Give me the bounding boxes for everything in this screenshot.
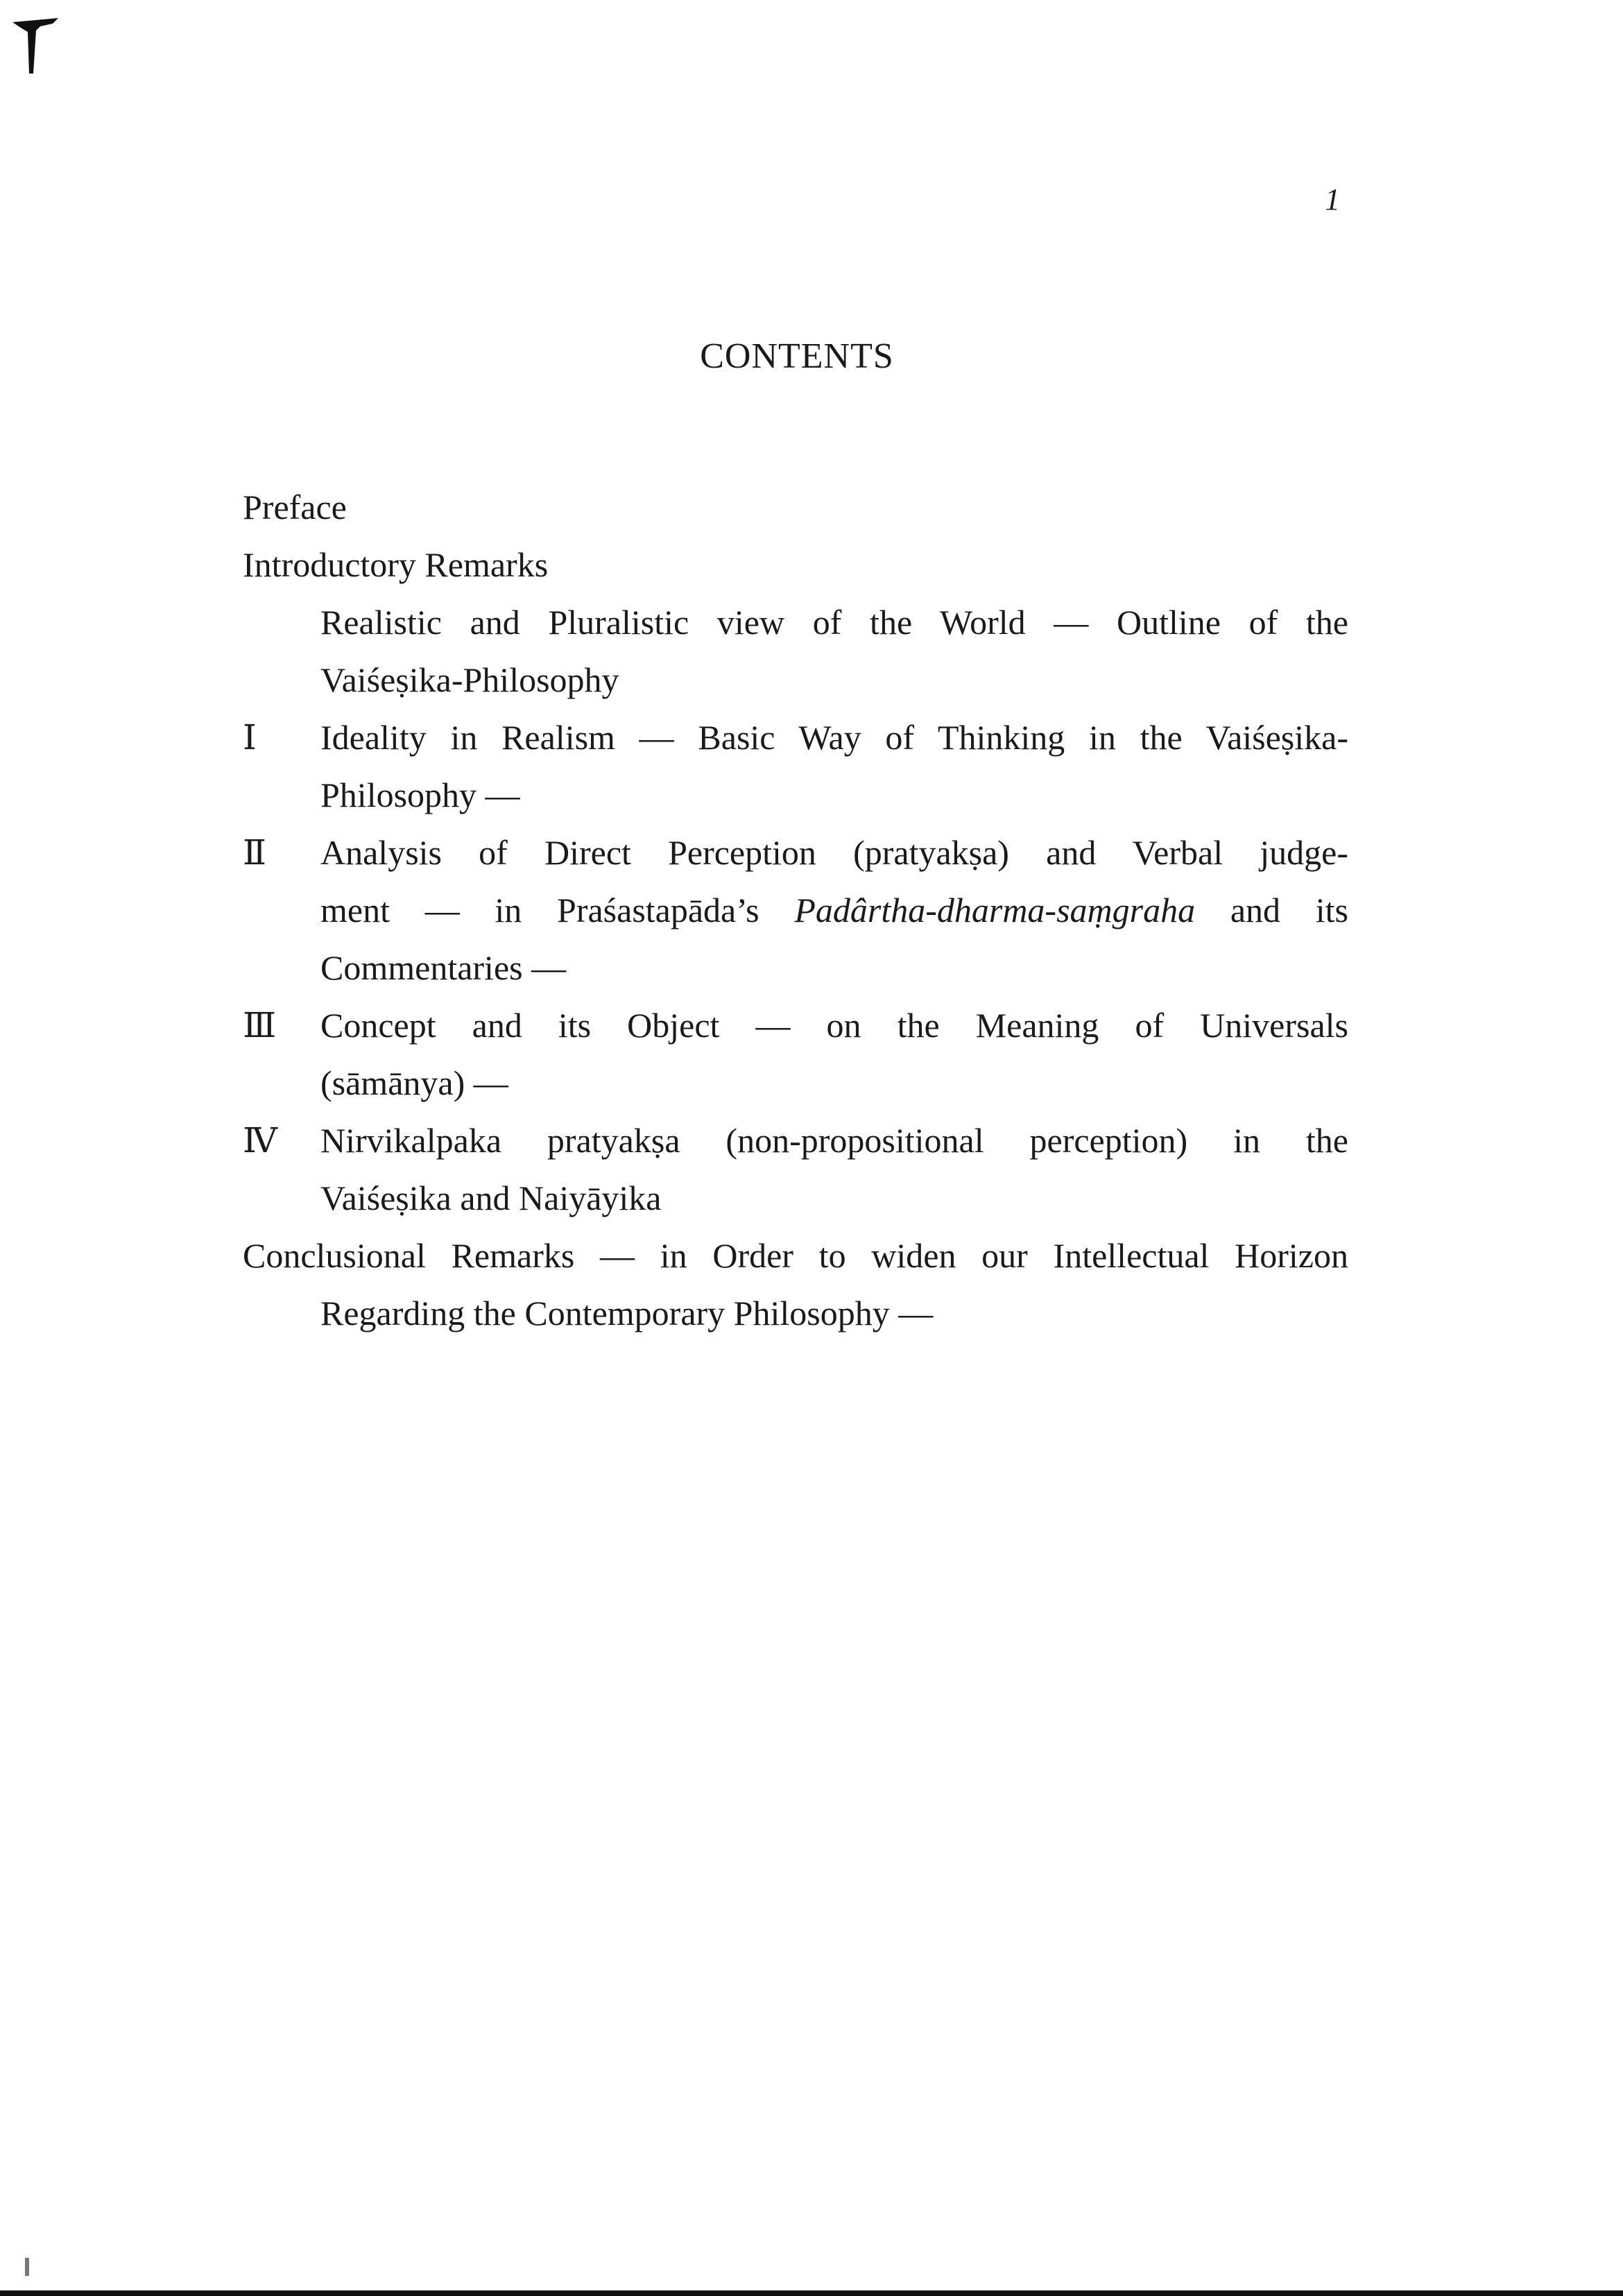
chapter-numeral: Ⅳ xyxy=(243,1121,277,1160)
toc-entry-continuation: Regarding the Contemporary Philosophy — xyxy=(320,1294,934,1333)
toc-entry-continuation: (sāmānya) — xyxy=(320,1063,508,1102)
scan-speck xyxy=(25,2258,29,2276)
toc-entry-continuation: Philosophy — xyxy=(320,776,520,814)
page-number: 1 xyxy=(1325,182,1340,216)
toc-subentry-line: Realistic and Pluralistic view of the World — Outline of the xyxy=(320,603,1348,642)
toc-entry-preface xyxy=(243,479,1348,536)
book-title: Padârtha-dharma-saṃgraha xyxy=(794,891,1196,929)
toc-subentry-line: Vaiśeṣika-Philosophy xyxy=(320,660,619,699)
toc-entry-label: Concept and its Object — on the Meaning of Universals xyxy=(320,1006,1348,1045)
toc-entry-chapter-2 xyxy=(243,824,1348,882)
page-title: CONTENTS xyxy=(700,336,894,376)
toc-entry-continuation: Commentaries — xyxy=(320,948,567,987)
chapter-numeral: Ⅲ xyxy=(243,1006,277,1045)
toc-entry-continuation: Vaiśeṣika and Naiyāyika xyxy=(320,1179,662,1217)
toc-entry-label: Preface xyxy=(243,488,347,526)
table-of-contents xyxy=(243,479,1348,1342)
chapter-numeral: Ⅱ xyxy=(243,833,266,872)
toc-entry-chapter-1 xyxy=(243,709,1348,766)
toc-entry-label: Introductory Remarks xyxy=(243,545,549,584)
toc-entry-label: Analysis of Direct Perception (pratyakṣa) and Verbal judge- xyxy=(320,833,1348,872)
toc-entry-conclusional-remarks: Conclusional Remarks — in Order to widen our Intellectual Horizon xyxy=(243,1236,1348,1275)
toc-text: and its xyxy=(1195,891,1348,929)
toc-entry-continuation xyxy=(243,882,1348,939)
toc-entry-label: Ideality in Realism — Basic Way of Thinking in the Vaiśeṣika- xyxy=(320,718,1348,757)
toc-entry-chapter-4 xyxy=(243,1112,1348,1170)
toc-entry-chapter-3 xyxy=(243,997,1348,1054)
toc-entry-introductory-remarks xyxy=(243,536,1348,594)
chapter-numeral: Ⅰ xyxy=(243,718,257,757)
toc-entry-label: Nirvikalpaka pratyakṣa (non-propositional perception) in the xyxy=(320,1121,1348,1160)
toc-text: ment — in Praśastapāda’s xyxy=(320,891,795,929)
scan-corner-mark xyxy=(12,18,61,74)
scan-bottom-edge xyxy=(0,2290,1623,2296)
